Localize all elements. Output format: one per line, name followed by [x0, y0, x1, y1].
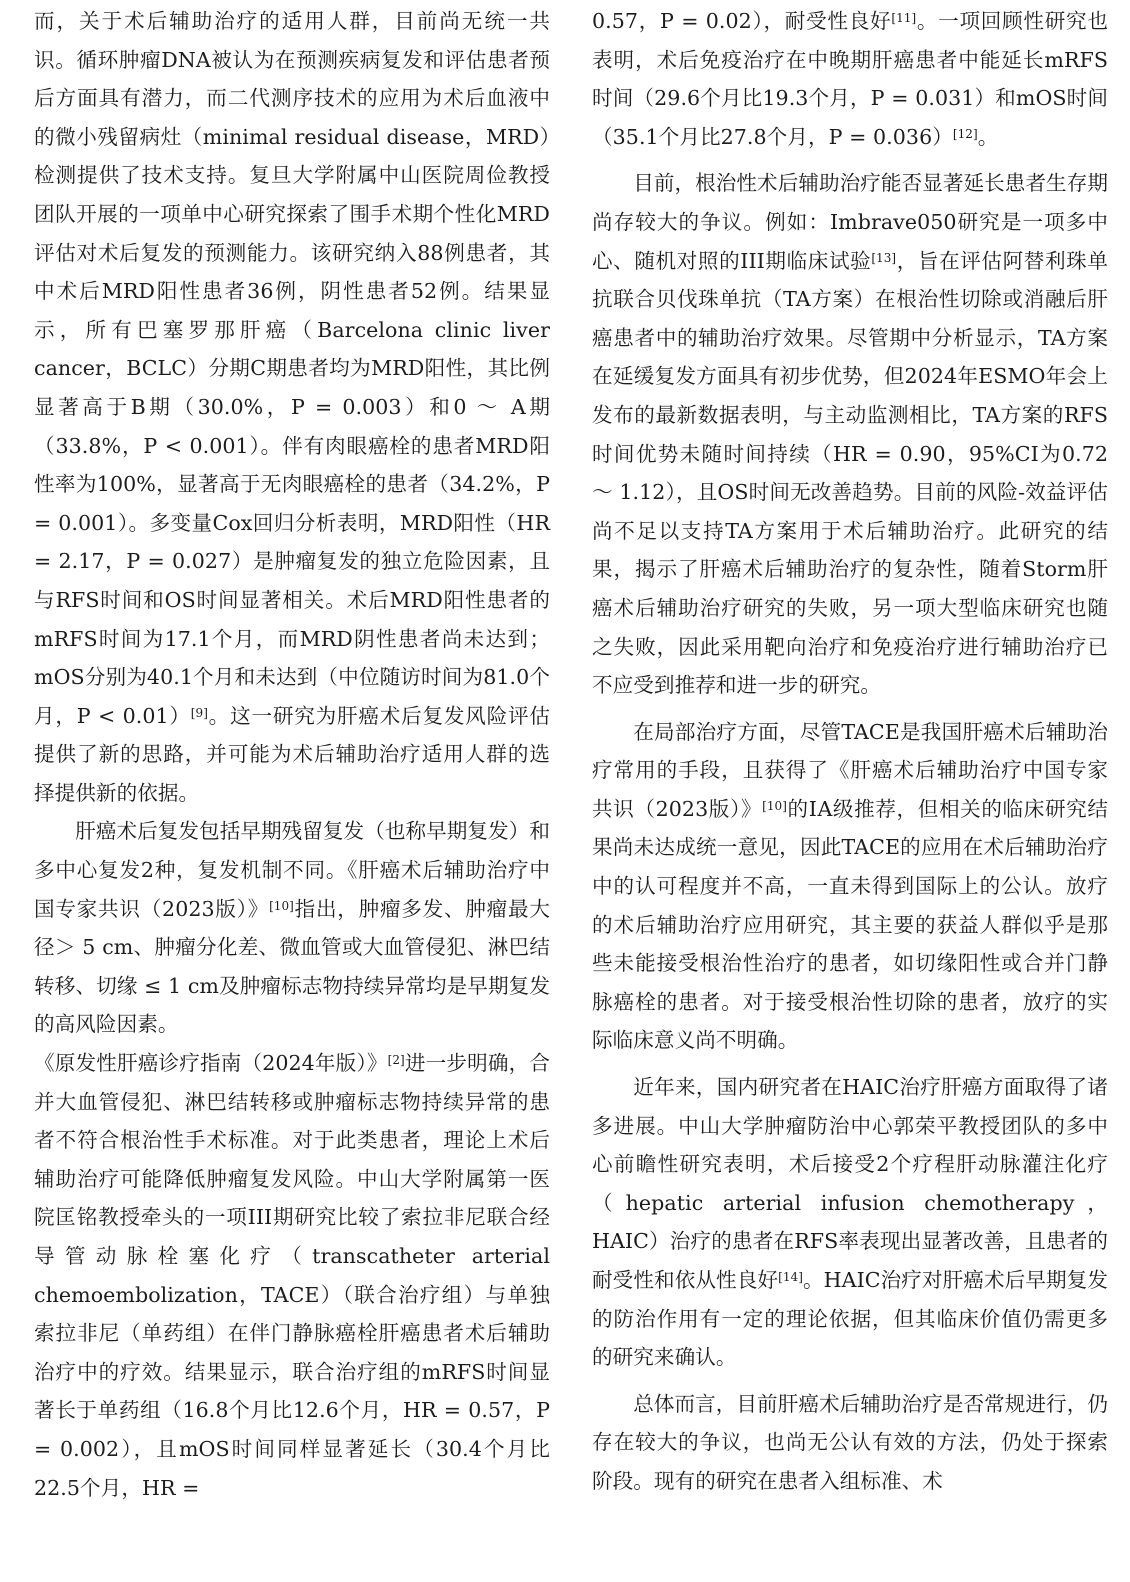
paragraph — [592, 1068, 1108, 1377]
paragraph-text: 。一项回顾性研究也表明，术后免疫治疗在中晚期肝癌患者中能延长mRFS时间（29.6个月比19.3个月，P = 0.031）和mOS时间（35.1个月比27.8个月，P = 0.036） — [592, 9, 1108, 149]
paragraph — [34, 2, 550, 812]
citation-ref: [10] — [269, 898, 294, 913]
citation-ref: [9] — [190, 705, 208, 720]
paragraph-text: 而，关于术后辅助治疗的适用人群，目前尚无统一共识。循环肿瘤DNA被认为在预测疾病复发和评估患者预后方面具有潜力，而二代测序技术的应用为术后血液中的微小残留病灶（minimal residual disease，MRD）检测提供了技术支持。复旦大学附属中山医院周俭教授团队开展的一项单中心研究探索了围手术期个性化MRD评估对术后复发的预测能力。该研究纳入88例患者，其中术后MRD阳性患者36例，阴性患者52例。结果显示，所有巴塞罗那肝癌（Barcelona clinic liver cancer，BCLC）分期C期患者均为MRD阳性，其比例显著高于B期（30.0%，P = 0.003）和0 ～ A期（33.8%，P < 0.001）。伴有肉眼癌栓的患者MRD阳性率为100%，显著高于无肉眼癌栓的患者（34.2%，P = 0.001）。多变量Cox回归分析表明，MRD阳性（HR = 2.17，P = 0.027）是肿瘤复发的独立危险因素，且与RFS时间和OS时间显著相关。术后MRD阳性患者的mRFS时间为17.1个月，而MRD阴性患者尚未达到；mOS分别为40.1个月和未达到（中位随访时间为81.0个月，P < 0.01） — [34, 9, 550, 728]
paragraph-text: 指出，肿瘤多发、肿瘤最大径＞ 5 cm、肿瘤分化差、微血管或大血管侵犯、淋巴结转移、切缘 ≤ 1 cm及肿瘤标志物持续异常均是早期复发的高风险因素。 — [34, 896, 550, 1037]
paragraph — [34, 812, 550, 1044]
paragraph-text: 0.57，P = 0.02），耐受性良好 — [592, 9, 892, 33]
paragraph-text: 。HAIC治疗对肝癌术后早期复发的防治作用有一定的理论依据，但其临床价值仍需更多的研究来确认。 — [592, 1268, 1108, 1370]
paragraph-text: 《原发性肝癌诊疗指南（2024年版）》 — [34, 1051, 388, 1076]
paragraph-text: 的ⅠA级推荐，但相关的临床研究结果尚未达成统一意见，因此TACE的应用在术后辅助治疗中的认可程度并不高，一直未得到国际上的公认。放疗的术后辅助治疗应用研究，其主要的获益人群似乎是那些未能接受根治性治疗的患者，如切缘阳性或合并门静脉癌栓的患者。对于接受根治性切除的患者，放疗的实际临床意义尚不明确。 — [592, 796, 1109, 1053]
paragraph-text: 进一步明确，合并大血管侵犯、淋巴结转移或肿瘤标志物持续异常的患者不符合根治性手术标准。对于此类患者，理论上术后辅助治疗可能降低肿瘤复发风险。中山大学附属第一医院匡铭教授牵头的一项III期研究比较了索拉非尼联合经导管动脉栓塞化疗（transcatheter arterial chemoembolization，TACE）（联合治疗组）与单独索拉非尼（单药组）在伴门静脉癌栓肝癌患者术后辅助治疗中的疗效。结果显示，联合治疗组的mRFS时间显著长于单药组（16.8个月比12.6个月，HR = 0.57，P = 0.002），且mOS时间同样显著延长（30.4个月比22.5个月，HR = — [34, 1051, 550, 1500]
paragraph — [592, 1385, 1108, 1501]
citation-ref: [14] — [778, 1270, 803, 1284]
paragraph-text: 总体而言，目前肝癌术后辅助治疗是否常规进行，仍存在较大的争议，也尚无公认有效的方法，仍处于探索阶段。现有的研究在患者入组标准、术 — [592, 1391, 1108, 1493]
citation-ref: [12] — [952, 126, 978, 141]
citation-ref: [2] — [387, 1053, 405, 1068]
paragraph — [592, 164, 1108, 704]
paragraph — [592, 713, 1108, 1060]
citation-ref: [11] — [891, 11, 917, 25]
paragraph-text: ，旨在评估阿替利珠单抗联合贝伐珠单抗（TA方案）在根治性切除或消融后肝癌患者中的辅助治疗效果。尽管期中分析显示，TA方案在延缓复发方面具有初步优势，但2024年ESMO年会上发布的最新数据表明，与主动监测相比，TA方案的RFS时间优势未随时间持续（HR = 0.90，95%CI为0.72 ～ 1.12），且OS时间无改善趋势。目前的风险-效益评估尚不足以支持TA方案用于术后辅助治疗。此研究的结果，揭示了肝癌术后辅助治疗的复杂性，随着Storm肝癌术后辅助治疗研究的失败，另一项大型临床研究也随之失败，因此采用靶向治疗和免疫治疗进行辅助治疗已不应受到推荐和进一步的研究。 — [592, 248, 1109, 698]
paragraph — [34, 1044, 550, 1507]
paragraph — [592, 2, 1108, 156]
paragraph-text: 目前，根治性术后辅助治疗能否显著延长患者生存期尚存较大的争议。例如：Imbrave050研究是一项多中心、随机对照的III期临床试验 — [592, 171, 1108, 273]
paragraph-text: 在局部治疗方面，尽管TACE是我国肝癌术后辅助治疗常用的手段，且获得了《肝癌术后辅助治疗中国专家共识（2023版）》 — [592, 719, 1108, 821]
citation-ref: [10] — [762, 798, 787, 813]
paragraph-text: 近年来，国内研究者在HAIC治疗肝癌方面取得了诸多进展。中山大学肿瘤防治中心郭荣平教授团队的多中心前瞻性研究表明，术后接受2个疗程肝动脉灌注化疗（hepatic arterial infusion chemotherapy，HAIC）治疗的患者在RFS率表现出显著改善，且患者的耐受性和依从性良好 — [592, 1075, 1108, 1292]
right-column — [592, 2, 1108, 1501]
paragraph-text: 肝癌术后复发包括早期残留复发（也称早期复发）和多中心复发2种，复发机制不同。《肝癌术后辅助治疗中国专家共识（2023版）》 — [34, 819, 550, 921]
paragraph-text: 。 — [977, 124, 999, 149]
left-column — [34, 2, 550, 1507]
citation-ref: [13] — [871, 250, 897, 265]
paragraph-text: 。这一研究为肝癌术后复发风险评估提供了新的思路，并可能为术后辅助治疗适用人群的选择提供新的依据。 — [34, 703, 550, 805]
